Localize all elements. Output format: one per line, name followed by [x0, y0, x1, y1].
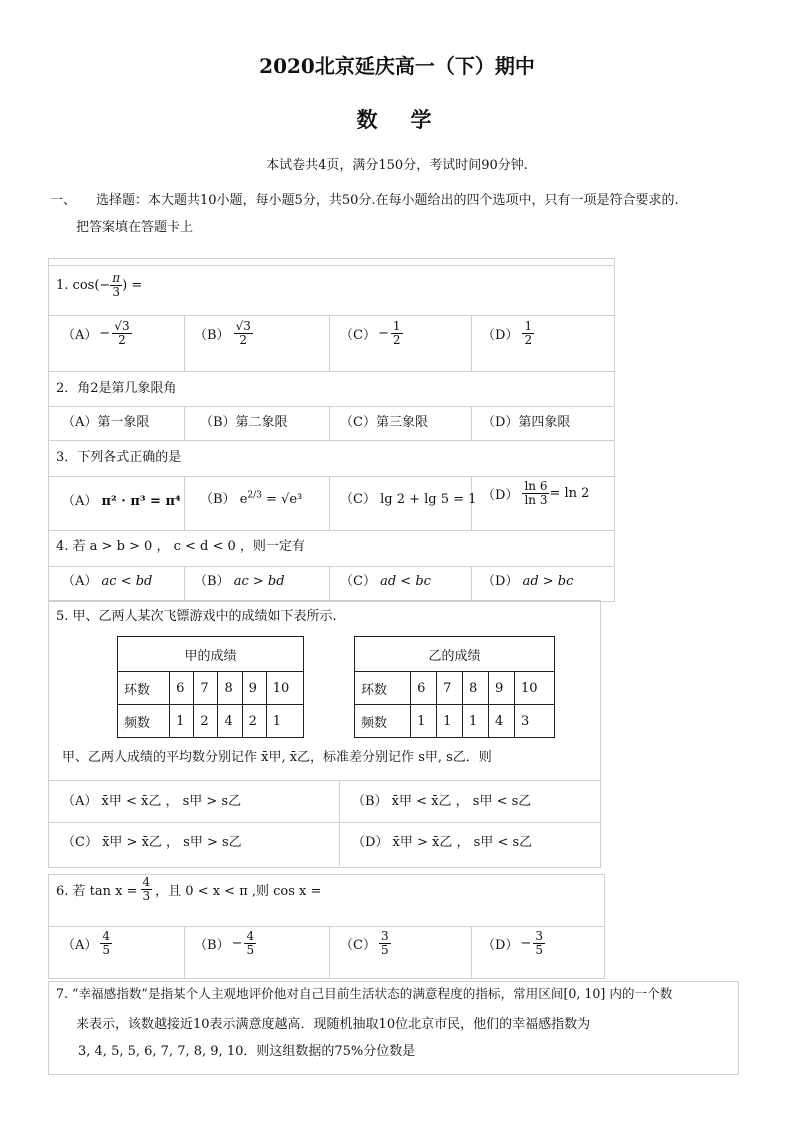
q1-option-c[interactable] [340, 320, 403, 346]
table-cell: 6 [411, 672, 437, 705]
q5-option-d[interactable]: （D） x̄甲 > x̄乙 ， s甲 < s乙 [352, 835, 533, 850]
frac-num: 4 [142, 875, 151, 889]
q5-option-b[interactable]: （B） x̄甲 < x̄乙 ， s甲 < s乙 [352, 794, 532, 809]
option-label: （D） [482, 574, 519, 589]
col-divider [184, 315, 185, 371]
rule [48, 530, 614, 531]
col-divider [329, 926, 330, 978]
option-exponent: 2/3 [247, 490, 262, 501]
row-label: 环数 [355, 672, 411, 705]
q6-stem-pre: 6. 若 tan x = [56, 883, 138, 899]
frac-num: 1 [392, 319, 401, 333]
table-caption: 甲的成绩 [118, 637, 304, 672]
q4-option-b[interactable] [194, 570, 285, 589]
question-4-stem: 4. 若 a > b > 0 ， c < d < 0 ，则一定有 [56, 539, 305, 554]
row-label: 频数 [118, 705, 170, 738]
col-divider [184, 406, 185, 440]
q1-stem-end: ) = [122, 277, 143, 293]
q3-option-d[interactable] [482, 480, 589, 506]
option-label: （B） [200, 492, 236, 507]
rule [48, 406, 614, 407]
col-divider [329, 476, 330, 530]
option-base: e [239, 492, 248, 507]
table-cell: 7 [194, 672, 218, 705]
table-cell: 10 [266, 672, 303, 705]
row-label: 环数 [118, 672, 170, 705]
q5-option-c[interactable]: （C） x̄甲 > x̄乙 ， s甲 > s乙 [62, 835, 242, 850]
col-divider [184, 476, 185, 530]
option-label: （A） [62, 574, 98, 589]
frac-den: 5 [102, 942, 111, 957]
row-label: 频数 [355, 705, 411, 738]
rule [48, 371, 614, 372]
question-7-line1: 7. “幸福感指数”是指某个人主观地评价他对自己目前生活状态的满意程度的指标，常用区间[0, 10] 内的一个数 [56, 986, 673, 1001]
option-label: （C） [340, 937, 376, 953]
table-cell: 10 [514, 672, 554, 705]
option-sign: − [99, 325, 111, 341]
q4-option-c[interactable] [340, 570, 431, 589]
frac-den: 2 [118, 332, 126, 347]
q3-option-a[interactable] [62, 490, 181, 509]
option-text: lg 2 + lg 5 = 1 [380, 492, 477, 507]
col-divider [471, 566, 472, 600]
table-cell: 2 [194, 705, 218, 738]
frac-den: 2 [392, 332, 401, 347]
frac-num: ln 6 [524, 479, 548, 493]
question-7-line2: 来表示，该数越接近10表示满意度越高．现随机抽取10位北京市民，他们的幸福感指数为 [76, 1017, 591, 1032]
col-divider [184, 566, 185, 600]
frac-den: 5 [535, 942, 543, 957]
table-cell: 9 [242, 672, 266, 705]
frac-num: 3 [535, 929, 543, 943]
col-divider [471, 406, 472, 440]
section-instruction-line2: 把答案填在答题卡上 [76, 220, 194, 235]
q1-option-a[interactable] [62, 320, 132, 346]
q5-description: 甲、乙两人成绩的平均数分别记作 x̄甲, x̄乙，标准差分别记作 s甲, s乙．则 [62, 750, 492, 765]
frac-num: 4 [246, 929, 255, 943]
frac-den: 2 [524, 332, 533, 347]
option-rhs: = ln 2 [549, 485, 590, 501]
q6-stem-post: ，且 0 < x < π ,则 cos x = [155, 883, 322, 899]
q6-option-a[interactable] [62, 930, 112, 956]
frac-num: √3 [114, 319, 130, 333]
table-cell: 6 [170, 672, 194, 705]
col-divider [184, 926, 185, 978]
col-divider [329, 406, 330, 440]
option-text: π² · π³ = π⁴ [101, 494, 181, 509]
q1-option-b[interactable] [194, 320, 253, 346]
q1-frac-num: π [112, 271, 121, 285]
option-label: （B） [194, 574, 230, 589]
frac-den: ln 3 [524, 492, 548, 507]
q3-option-b[interactable] [200, 488, 302, 507]
question-7-line3: 3, 4, 5, 5, 6, 7, 7, 8, 9, 10．则这组数据的75%分位数是 [78, 1044, 416, 1059]
table-cell: 1 [463, 705, 489, 738]
option-label: （D） [482, 487, 519, 503]
frac-num: 4 [102, 929, 111, 943]
frac-num: 1 [524, 319, 533, 333]
question-2-stem: 2．角2是第几象限角 [56, 381, 177, 396]
frac-den: 3 [142, 888, 151, 903]
question-1-stem [56, 272, 142, 298]
table-cell: 1 [170, 705, 194, 738]
option-expr: ad > bc [522, 574, 574, 589]
option-expr: ac < bd [101, 574, 153, 589]
table-cell: 2 [242, 705, 266, 738]
option-label: （D） [482, 327, 519, 343]
col-divider [329, 315, 330, 371]
rule [48, 476, 614, 477]
rule [48, 780, 600, 781]
q1-option-d[interactable] [482, 320, 534, 346]
q5-option-a[interactable]: （A） x̄甲 < x̄乙 ， s甲 > s乙 [62, 794, 242, 809]
q2-option-a[interactable]: （A）第一象限 [62, 415, 150, 430]
frac-den: 2 [239, 332, 248, 347]
q6-option-d[interactable] [482, 930, 545, 956]
frac-den: 5 [380, 942, 389, 957]
table-cell: 8 [218, 672, 242, 705]
table-cell: 9 [489, 672, 515, 705]
option-label: （D） [482, 937, 519, 953]
question-6-stem [56, 876, 321, 902]
rule [48, 315, 614, 316]
table-cell: 4 [489, 705, 515, 738]
option-sign: − [520, 935, 532, 951]
frac-num: √3 [235, 319, 251, 333]
table-caption: 乙的成绩 [355, 637, 555, 672]
q1-frac-den: 3 [112, 284, 121, 299]
rule [48, 566, 614, 567]
score-table-yi [354, 636, 555, 738]
table-cell: 7 [437, 672, 463, 705]
score-table-jia [117, 636, 304, 738]
option-label: （A） [62, 937, 98, 953]
option-expr: ac > bd [233, 574, 285, 589]
table-cell: 8 [463, 672, 489, 705]
option-label: （C） [340, 327, 376, 343]
exam-title: 2020北京延庆高一（下）期中 [259, 54, 535, 78]
option-label: （C） [340, 492, 376, 507]
rule [48, 440, 614, 441]
q4-option-d[interactable] [482, 570, 573, 589]
option-label: （A） [62, 327, 98, 343]
q1-stem-text: 1. cos(− [56, 277, 111, 293]
option-sign: − [231, 935, 243, 951]
table-cell: 1 [437, 705, 463, 738]
section-instruction-line1: 选择题：本大题共10小题，每小题5分，共50分.在每小题给出的四个选项中，只有一项是符合要求的. [96, 193, 679, 208]
rule [48, 265, 614, 266]
option-label: （C） [340, 574, 376, 589]
col-divider [471, 926, 472, 978]
q2-option-b[interactable]: （B）第二象限 [200, 415, 288, 430]
table-cell: 3 [514, 705, 554, 738]
option-rhs: = √e³ [261, 492, 303, 507]
question-3-stem: 3．下列各式正确的是 [56, 450, 182, 465]
exam-info: 本试卷共4页，满分150分，考试时间90分钟. [266, 158, 528, 173]
option-label: （A） [62, 494, 98, 509]
option-expr: ad < bc [380, 574, 431, 589]
table-cell: 4 [218, 705, 242, 738]
option-sign: − [377, 325, 389, 341]
col-divider [339, 780, 340, 866]
table-cell: 1 [266, 705, 303, 738]
col-divider [329, 566, 330, 600]
rule [48, 822, 600, 823]
col-divider [471, 315, 472, 371]
frac-den: 5 [246, 942, 255, 957]
subject-title: 数 学 [356, 107, 438, 132]
q2-option-c[interactable]: （C）第三象限 [340, 415, 428, 430]
option-label: （B） [194, 937, 230, 953]
table-cell: 1 [411, 705, 437, 738]
q6-option-b[interactable] [194, 930, 256, 956]
q1-fraction [110, 272, 122, 298]
section-number: 一、 [50, 193, 77, 208]
q2-option-d[interactable]: （D）第四象限 [482, 415, 571, 430]
q4-option-a[interactable] [62, 570, 152, 589]
question-5-stem: 5. 甲、乙两人某次飞镖游戏中的成绩如下表所示. [56, 609, 337, 624]
frac-num: 3 [380, 929, 389, 943]
q3-option-c[interactable] [340, 488, 476, 507]
q6-option-c[interactable] [340, 930, 391, 956]
option-label: （B） [194, 327, 230, 343]
rule [48, 926, 604, 927]
